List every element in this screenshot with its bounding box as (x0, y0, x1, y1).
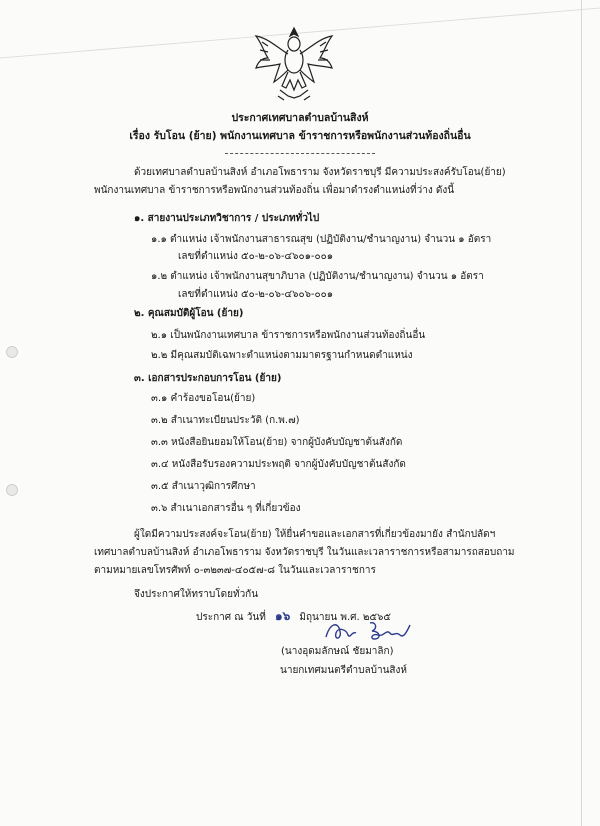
position-item-line: ๑.๑ ตำแหน่ง เจ้าพนักงานสาธารณสุข (ปฏิบัติงาน/ชำนาญงาน) จำนวน ๑ อัตรา (151, 234, 492, 245)
signature-icon (322, 617, 412, 645)
list-item: ๓.๖ สำเนาเอกสารอื่น ๆ ที่เกี่ยวข้อง (151, 503, 301, 514)
signer-position: นายกเทศมนตรีตำบลบ้านสิงห์ (280, 665, 407, 676)
closing-line-3: ตามหมายเลขโทรศัพท์ ๐-๓๒๓๗-๔๐๕๗-๘ ในวันและเวลาราชการ (94, 565, 376, 576)
list-item: ๓.๒ สำเนาทะเบียนประวัติ (ก.พ.๗) (151, 415, 300, 426)
closing-line-1: ผู้ใดมีความประสงค์จะโอน(ย้าย) ให้ยื่นคำขอและเอกสารที่เกี่ยวข้องมายัง สำนักปลัดฯ (134, 529, 496, 540)
signer-name: (นางอุดมลักษณ์ ชัยมาลิก) (281, 646, 394, 657)
position-item-line: ๑.๒ ตำแหน่ง เจ้าพนักงานสุขาภิบาล (ปฏิบัติงาน/ชำนาญงาน) จำนวน ๑ อัตรา (151, 271, 484, 282)
punch-hole (6, 484, 18, 496)
date-prefix: ประกาศ ณ วันที่ (196, 612, 266, 623)
list-item: ๒.๑ เป็นพนักงานเทศบาล ข้าราชการหรือพนักงานส่วนท้องถิ่นอื่น (151, 330, 426, 341)
garuda-emblem-icon (248, 24, 340, 102)
closing-line-2: เทศบาลตำบลบ้านสิงห์ อำเภอโพธาราม จังหวัดราชบุรี ในวันและเวลาราชการหรือสามารถสอบถาม (94, 547, 515, 558)
list-item: ๓.๓ หนังสือยินยอมให้โอน(ย้าย) จากผู้บังคับบัญชาต้นสังกัด (151, 437, 403, 448)
list-item: ๓.๔ หนังสือรับรองความประพฤติ จากผู้บังคับบัญชาต้นสังกัด (151, 459, 406, 470)
date-day: ๑๖ (274, 609, 291, 623)
list-item: ๓.๕ สำเนาวุฒิการศึกษา (151, 481, 256, 492)
position-number: เลขที่ตำแหน่ง ๕๐-๒-๐๖-๔๖๐๑-๐๐๑ (178, 251, 334, 262)
list-item: ๒.๒ มีคุณสมบัติเฉพาะตำแหน่งตามมาตรฐานกำหนดตำแหน่ง (151, 350, 413, 361)
position-number: เลขที่ตำแหน่ง ๕๐-๒-๐๖-๔๖๐๖-๐๐๑ (178, 289, 334, 300)
section-heading: ๒. คุณสมบัติผู้โอน (ย้าย) (134, 308, 244, 319)
title-divider (225, 153, 375, 154)
date-month-year: มิถุนายน พ.ศ. ๒๕๖๕ (299, 612, 391, 623)
section-heading: ๓. เอกสารประกอบการโอน (ย้าย) (134, 373, 282, 384)
announcement-text: จึงประกาศให้ทราบโดยทั่วกัน (134, 589, 259, 600)
page-title: ประกาศเทศบาลตำบลบ้านสิงห์ (231, 112, 369, 124)
section-heading: ๑. สายงานประเภทวิชาการ / ประเภททั่วไป (134, 213, 320, 224)
punch-hole (6, 346, 18, 358)
intro-line-2: พนักงานเทศบาล ข้าราชการหรือพนักงานส่วนท้องถิ่น เพื่อมาดำรงตำแหน่งที่ว่าง ดังนี้ (94, 185, 455, 196)
document-subject: เรื่อง รับโอน (ย้าย) พนักงานเทศบาล ข้าราชการหรือพนักงานส่วนท้องถิ่นอื่น (129, 130, 471, 142)
intro-line-1: ด้วยเทศบาลตำบลบ้านสิงห์ อำเภอโพธาราม จังหวัดราชบุรี มีความประสงค์รับโอน(ย้าย) (134, 167, 506, 178)
list-item: ๓.๑ คำร้องขอโอน(ย้าย) (151, 393, 256, 404)
